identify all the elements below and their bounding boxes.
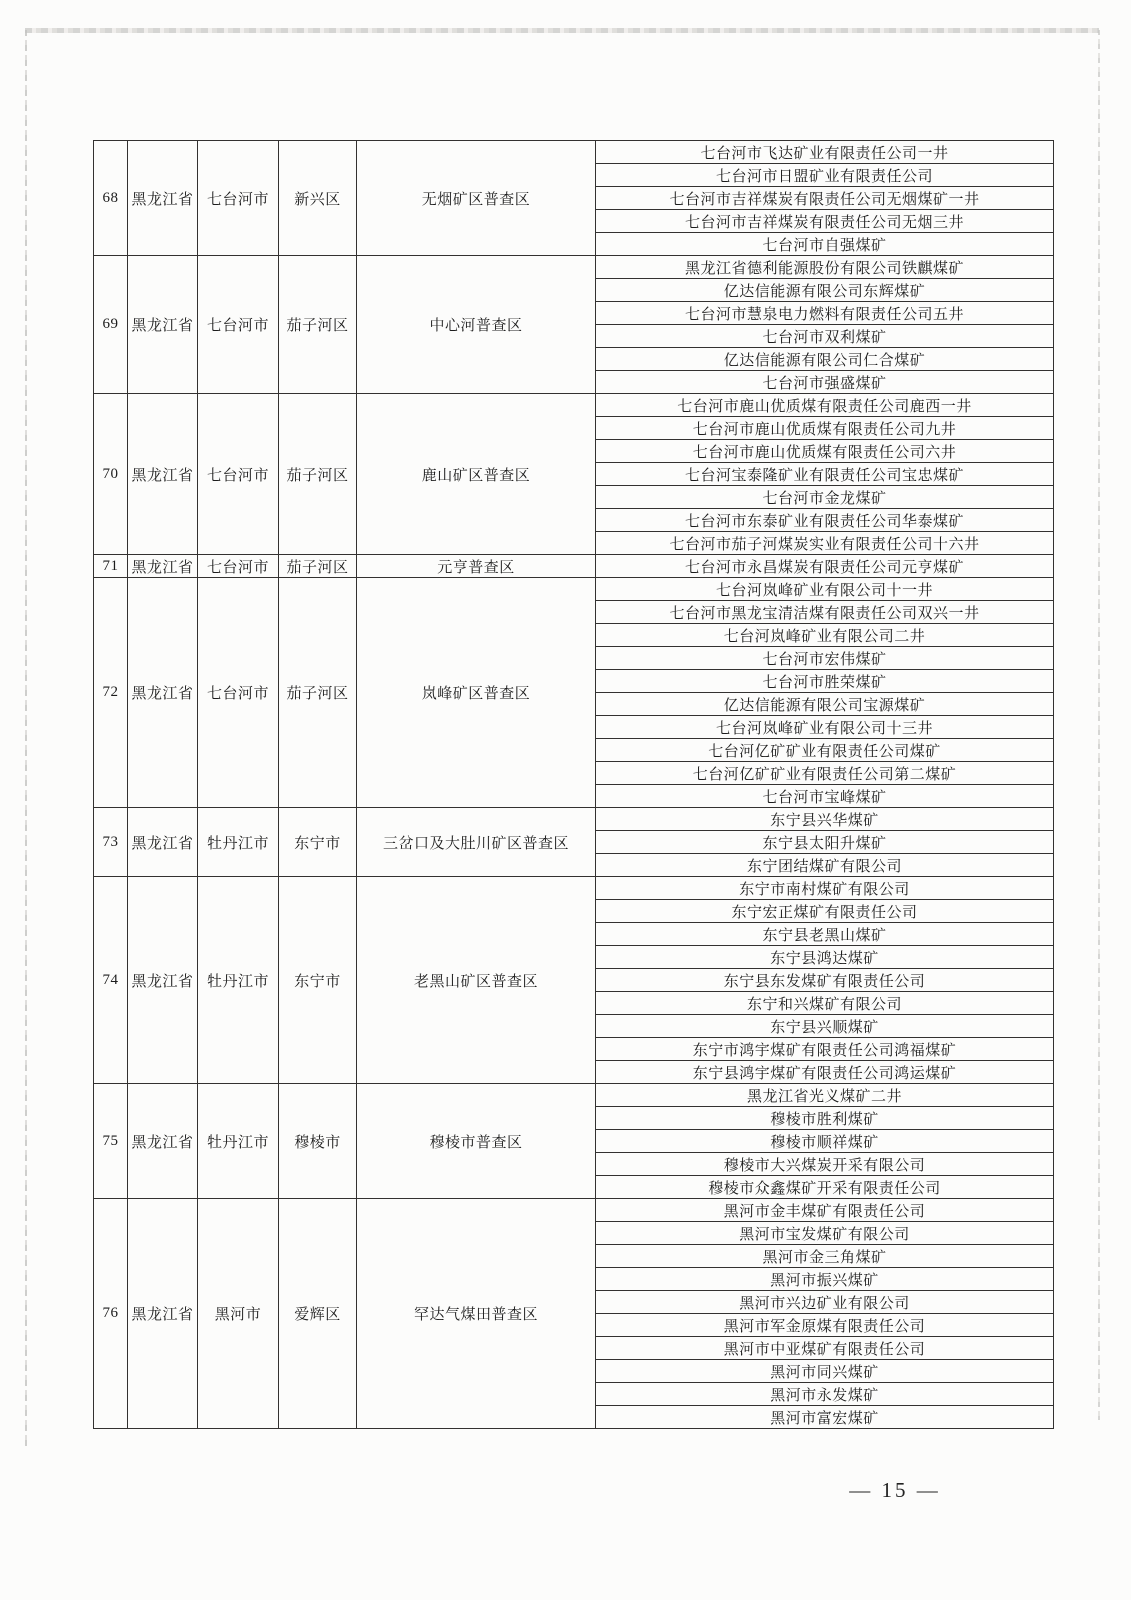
cell-company: 亿达信能源有限公司仁合煤矿 [596,348,1054,371]
cell-province: 黑龙江省 [128,141,198,256]
survey-table-body [94,141,1054,1429]
scan-edge-right [1098,30,1100,1420]
cell-company: 亿达信能源有限公司宝源煤矿 [596,693,1054,716]
cell-company: 黑河市金三角煤矿 [596,1245,1054,1268]
cell-area: 老黑山矿区普查区 [357,877,596,1084]
cell-no: 73 [94,808,128,877]
cell-company: 黑龙江省光义煤矿二井 [596,1084,1054,1107]
cell-company: 东宁市南村煤矿有限公司 [596,877,1054,900]
cell-company: 东宁县太阳升煤矿 [596,831,1054,854]
cell-company: 七台河市自强煤矿 [596,233,1054,256]
cell-no: 76 [94,1199,128,1429]
cell-district: 爱辉区 [279,1199,357,1429]
cell-district: 茄子河区 [279,394,357,555]
cell-company: 东宁团结煤矿有限公司 [596,854,1054,877]
cell-company: 七台河市金龙煤矿 [596,486,1054,509]
cell-province: 黑龙江省 [128,1084,198,1199]
cell-company: 黑河市金丰煤矿有限责任公司 [596,1199,1054,1222]
cell-city: 七台河市 [198,394,279,555]
cell-area: 三岔口及大肚川矿区普查区 [357,808,596,877]
cell-company: 黑河市永发煤矿 [596,1383,1054,1406]
cell-city: 七台河市 [198,555,279,578]
cell-company: 东宁县鸿宇煤矿有限责任公司鸿运煤矿 [596,1061,1054,1084]
cell-company: 七台河市鹿山优质煤有限责任公司六井 [596,440,1054,463]
cell-area: 无烟矿区普查区 [357,141,596,256]
cell-district: 东宁市 [279,877,357,1084]
table-row [94,877,1054,900]
cell-company: 七台河宝泰隆矿业有限责任公司宝忠煤矿 [596,463,1054,486]
cell-company: 七台河市强盛煤矿 [596,371,1054,394]
cell-company: 七台河市黑龙宝清洁煤有限责任公司双兴一井 [596,601,1054,624]
cell-province: 黑龙江省 [128,808,198,877]
cell-province: 黑龙江省 [128,1199,198,1429]
cell-no: 72 [94,578,128,808]
cell-no: 70 [94,394,128,555]
cell-company: 七台河市鹿山优质煤有限责任公司鹿西一井 [596,394,1054,417]
table-row [94,578,1054,601]
cell-area: 岚峰矿区普查区 [357,578,596,808]
cell-company: 七台河市永昌煤炭有限责任公司元亨煤矿 [596,555,1054,578]
cell-company: 黑河市军金原煤有限责任公司 [596,1314,1054,1337]
cell-company: 七台河岚峰矿业有限公司十三井 [596,716,1054,739]
cell-company: 七台河亿矿矿业有限责任公司煤矿 [596,739,1054,762]
table-row [94,394,1054,417]
cell-province: 黑龙江省 [128,877,198,1084]
cell-company: 七台河市宝峰煤矿 [596,785,1054,808]
cell-company: 东宁市鸿宇煤矿有限责任公司鸿福煤矿 [596,1038,1054,1061]
cell-district: 新兴区 [279,141,357,256]
cell-company: 七台河市日盟矿业有限责任公司 [596,164,1054,187]
cell-no: 74 [94,877,128,1084]
cell-area: 中心河普查区 [357,256,596,394]
cell-no: 71 [94,555,128,578]
table-row [94,1199,1054,1222]
cell-company: 黑河市同兴煤矿 [596,1360,1054,1383]
cell-district: 茄子河区 [279,555,357,578]
cell-company: 东宁宏正煤矿有限责任公司 [596,900,1054,923]
cell-company: 七台河市吉祥煤炭有限责任公司无烟三井 [596,210,1054,233]
cell-company: 七台河市胜荣煤矿 [596,670,1054,693]
cell-city: 七台河市 [198,578,279,808]
cell-area: 穆棱市普查区 [357,1084,596,1199]
cell-company: 七台河市慧泉电力燃料有限责任公司五井 [596,302,1054,325]
cell-province: 黑龙江省 [128,256,198,394]
cell-company: 东宁县鸿达煤矿 [596,946,1054,969]
cell-company: 穆棱市众鑫煤矿开采有限责任公司 [596,1176,1054,1199]
cell-district: 东宁市 [279,808,357,877]
cell-city: 牡丹江市 [198,877,279,1084]
cell-no: 69 [94,256,128,394]
table-row [94,256,1054,279]
cell-city: 牡丹江市 [198,808,279,877]
table-row [94,141,1054,164]
cell-company: 东宁和兴煤矿有限公司 [596,992,1054,1015]
cell-district: 茄子河区 [279,578,357,808]
cell-company: 穆棱市大兴煤炭开采有限公司 [596,1153,1054,1176]
table-row [94,808,1054,831]
cell-no: 68 [94,141,128,256]
cell-province: 黑龙江省 [128,394,198,555]
survey-area-table [93,140,1054,1429]
cell-company: 七台河市宏伟煤矿 [596,647,1054,670]
cell-company: 七台河市飞达矿业有限责任公司一井 [596,141,1054,164]
cell-company: 七台河岚峰矿业有限公司二井 [596,624,1054,647]
cell-company: 穆棱市顺祥煤矿 [596,1130,1054,1153]
cell-company: 黑河市兴边矿业有限公司 [596,1291,1054,1314]
cell-company: 东宁县兴顺煤矿 [596,1015,1054,1038]
table-row [94,1084,1054,1107]
cell-company: 七台河市鹿山优质煤有限责任公司九井 [596,417,1054,440]
cell-company: 七台河岚峰矿业有限公司十一井 [596,578,1054,601]
scan-edge-left [25,30,27,1450]
cell-province: 黑龙江省 [128,578,198,808]
cell-area: 鹿山矿区普查区 [357,394,596,555]
cell-district: 茄子河区 [279,256,357,394]
cell-company: 黑龙江省德利能源股份有限公司铁麒煤矿 [596,256,1054,279]
scan-edge-top [25,28,1099,33]
cell-city: 牡丹江市 [198,1084,279,1199]
cell-city: 七台河市 [198,141,279,256]
cell-company: 七台河市东泰矿业有限责任公司华泰煤矿 [596,509,1054,532]
cell-company: 穆棱市胜利煤矿 [596,1107,1054,1130]
cell-no: 75 [94,1084,128,1199]
cell-company: 黑河市中亚煤矿有限责任公司 [596,1337,1054,1360]
cell-city: 黑河市 [198,1199,279,1429]
cell-province: 黑龙江省 [128,555,198,578]
cell-company: 东宁县东发煤矿有限责任公司 [596,969,1054,992]
table-row [94,555,1054,578]
cell-area: 罕达气煤田普查区 [357,1199,596,1429]
cell-company: 七台河市茄子河煤炭实业有限责任公司十六井 [596,532,1054,555]
page-number: — 15 — [849,1478,941,1502]
cell-company: 东宁县兴华煤矿 [596,808,1054,831]
cell-area: 元亨普查区 [357,555,596,578]
cell-district: 穆棱市 [279,1084,357,1199]
cell-company: 黑河市富宏煤矿 [596,1406,1054,1429]
cell-company: 黑河市振兴煤矿 [596,1268,1054,1291]
cell-company: 七台河亿矿矿业有限责任公司第二煤矿 [596,762,1054,785]
cell-company: 七台河市双利煤矿 [596,325,1054,348]
cell-company: 东宁县老黑山煤矿 [596,923,1054,946]
cell-company: 亿达信能源有限公司东辉煤矿 [596,279,1054,302]
cell-company: 黑河市宝发煤矿有限公司 [596,1222,1054,1245]
cell-company: 七台河市吉祥煤炭有限责任公司无烟煤矿一井 [596,187,1054,210]
cell-city: 七台河市 [198,256,279,394]
